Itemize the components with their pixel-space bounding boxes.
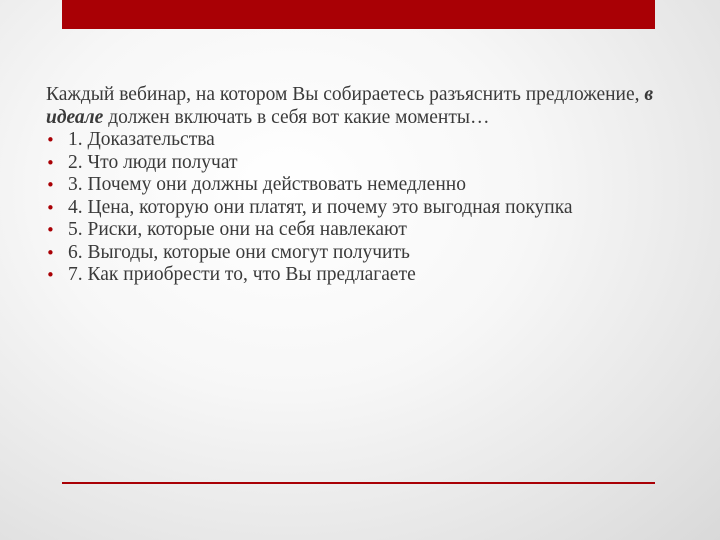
list-item-1 [46, 129, 656, 152]
bullet-icon: • [46, 243, 55, 262]
footer-divider [62, 482, 655, 484]
list-item-text: 3. Почему они должны действовать немедленно [68, 174, 466, 195]
slide-body [46, 84, 656, 287]
list-item-text: 7. Как приобрести то, что Вы предлагаете [68, 264, 416, 285]
list-item-text: 2. Что люди получат [68, 151, 238, 173]
list-item-2 [46, 152, 656, 175]
list-item-6 [46, 242, 656, 265]
bullet-icon: • [46, 198, 55, 217]
header-accent-bar [62, 0, 655, 29]
list-item-text: 1. Доказательства [68, 129, 215, 150]
list-item-5 [46, 219, 656, 242]
intro-paragraph [46, 84, 656, 129]
bullet-icon: • [46, 131, 55, 149]
list-item-text: 5. Риски, которые они на себя навлекают [68, 219, 407, 240]
list-item-3 [46, 174, 656, 197]
intro-text-start: Каждый вебинар, на котором Вы собираетесь разъяснить предложение, [46, 84, 645, 105]
bullet-icon: • [46, 176, 55, 194]
bullet-icon: • [46, 266, 55, 284]
intro-text-end: должен включать в себя вот какие моменты… [103, 106, 490, 128]
points-list [46, 129, 656, 287]
list-item-7 [46, 264, 656, 287]
bullet-icon: • [46, 221, 55, 239]
bullet-icon: • [46, 153, 55, 172]
list-item-text: 4. Цена, которую они платят, и почему это выгодная покупка [68, 196, 573, 218]
intro-emphasis: в идеале [46, 84, 654, 128]
list-item-4 [46, 197, 656, 220]
list-item-text: 6. Выгоды, которые они смогут получить [68, 241, 410, 263]
